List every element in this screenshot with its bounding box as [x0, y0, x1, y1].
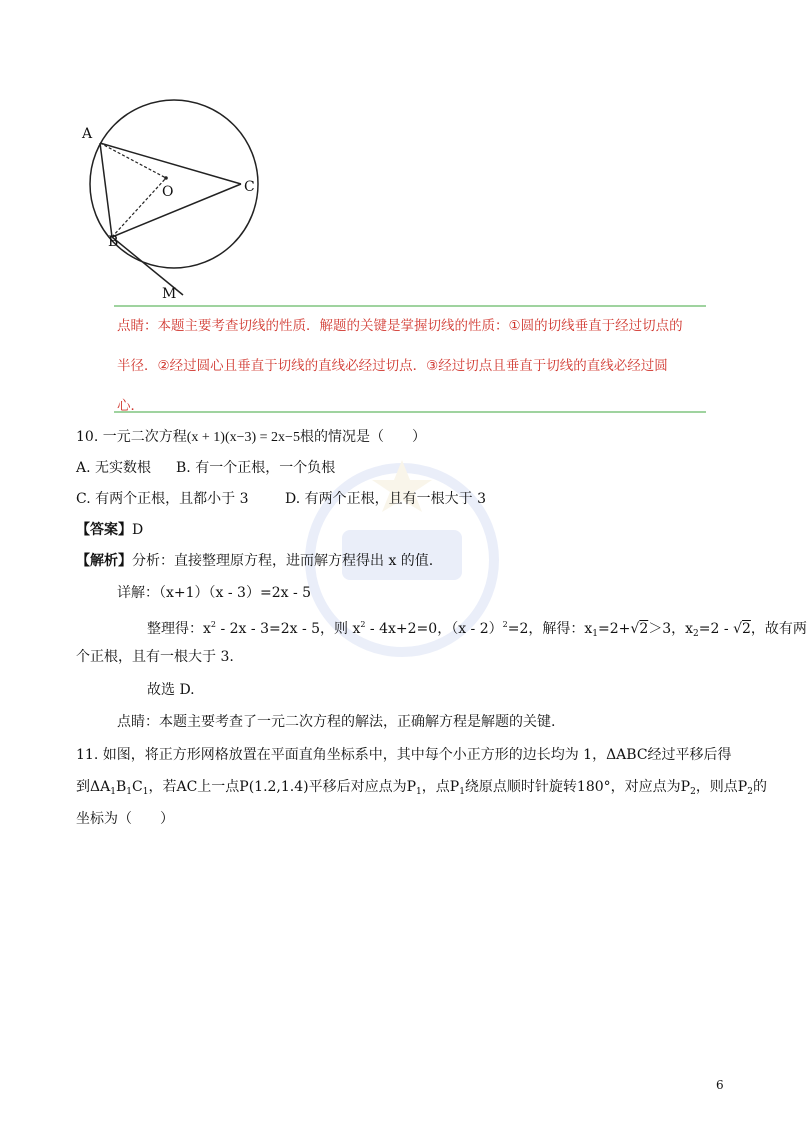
- q10-stem-prefix: 10. 一元二次方程: [76, 429, 187, 445]
- simplify-part-6: ＞3，x: [648, 621, 694, 637]
- q10-choose: 故选 D.: [147, 682, 195, 698]
- q11-part-e: ，点P: [421, 779, 460, 795]
- q11-sub-p2b: 2: [747, 787, 753, 797]
- q10-option-c: C. 有两个正根，且都小于 3: [76, 491, 249, 507]
- simplify-part-7: =2 -: [698, 621, 734, 637]
- note-top-rule: [114, 305, 706, 307]
- q10-detail: 详解：（x+1）（x - 3）=2x - 5: [117, 585, 312, 601]
- q11-sub-a1: 1: [110, 787, 116, 797]
- q10-stem-equation: (x + 1)(x−3) = 2x−5: [186, 430, 300, 445]
- sqrt-value-2: 2: [741, 621, 751, 637]
- q11-sub-p1b: 1: [459, 787, 465, 797]
- sqrt-sign-2: √: [733, 621, 742, 637]
- q11-part-d: ，若AC上一点P(1.2,1.4)平移后对应点为P: [148, 779, 417, 795]
- simplify-part-2: - 2x - 3=2x - 5，则 x: [216, 621, 361, 637]
- q11-part-b: B: [115, 779, 127, 795]
- q10-option-d: D. 有两个正根，且有一根大于 3: [285, 491, 486, 507]
- simplify-part-1: 整理得：x: [147, 621, 211, 637]
- note-line-3: 心．: [117, 398, 144, 414]
- answer-tag: 【答案】: [76, 522, 132, 538]
- label-b: B: [108, 234, 119, 250]
- radius-ob: [112, 178, 166, 237]
- q11-part-g: ，则点P: [695, 779, 748, 795]
- center-o-dot: [164, 176, 168, 180]
- sup-2b: 2: [360, 620, 366, 629]
- label-o: O: [162, 184, 174, 200]
- note-line-1: 点睛：本题主要考查切线的性质．解题的关键是掌握切线的性质：①圆的切线垂直于经过切点的: [117, 318, 683, 334]
- note-bottom-rule: [114, 411, 706, 413]
- radius-oa: [100, 143, 166, 178]
- q10-stem-suffix: 根的情况是（ ）: [299, 429, 426, 445]
- q10-option-b: B. 有一个正根，一个负根: [176, 460, 336, 476]
- q11-sub-p2a: 2: [690, 787, 696, 797]
- q11-sub-p1a: 1: [416, 787, 422, 797]
- q11-part-h: 的: [752, 779, 767, 795]
- segment-ab: [100, 143, 112, 237]
- segment-ac: [100, 143, 241, 184]
- simplify-part-5: =2+: [598, 621, 631, 637]
- q10-option-a: A. 无实数根: [76, 460, 152, 476]
- label-c: C: [244, 179, 255, 195]
- q11-part-f: 绕原点顺时针旋转180°，对应点为P: [464, 779, 691, 795]
- q10-simplify: [147, 615, 807, 644]
- q11-line-1: 11. 如图，将正方形网格放置在平面直角坐标系中，其中每个小正方形的边长均为 1，ΔABC经过平移后得: [76, 747, 732, 763]
- sup-2c: 2: [502, 620, 508, 629]
- analysis-tag: 【解析】: [76, 553, 132, 569]
- q11-line-2: [76, 777, 767, 802]
- q10-answer: [76, 520, 143, 540]
- label-m: M: [162, 286, 177, 302]
- label-a: A: [82, 126, 93, 142]
- page-number: 6: [716, 1078, 724, 1092]
- sub-2: 2: [693, 629, 699, 639]
- simplify-part-4: =2，解得：x: [507, 621, 593, 637]
- answer-value: D: [132, 522, 144, 538]
- q10-stem: [76, 427, 426, 448]
- simplify-part-8: ，故有两: [750, 621, 807, 637]
- q10-remark: 点睛：本题主要考查了一元二次方程的解法，正确解方程是解题的关键.: [117, 714, 556, 730]
- q10-simplify-cont: 个正根，且有一根大于 3.: [76, 649, 234, 665]
- q11-sub-c1: 1: [142, 787, 149, 797]
- analysis-text: 分析：直接整理原方程，进而解方程得出 x 的值.: [132, 553, 434, 569]
- q10-analysis: [76, 551, 433, 571]
- q11-line-3: 坐标为（ ）: [76, 811, 174, 827]
- sub-1: 1: [592, 629, 599, 639]
- q11-sub-b1: 1: [126, 787, 132, 797]
- q11-part-a: 到ΔA: [76, 779, 111, 795]
- simplify-part-3: - 4x+2=0，（x - 2）: [365, 621, 503, 637]
- sup-2a: 2: [210, 620, 216, 629]
- sqrt-value-1: 2: [639, 621, 649, 637]
- segment-bc: [112, 184, 241, 237]
- sqrt-sign-1: √: [630, 621, 640, 637]
- q11-part-c: C: [132, 779, 143, 795]
- note-line-2: 半径．②经过圆心且垂直于切线的直线必经过切点．③经过切点且垂直于切线的直线必经过圆: [117, 358, 668, 374]
